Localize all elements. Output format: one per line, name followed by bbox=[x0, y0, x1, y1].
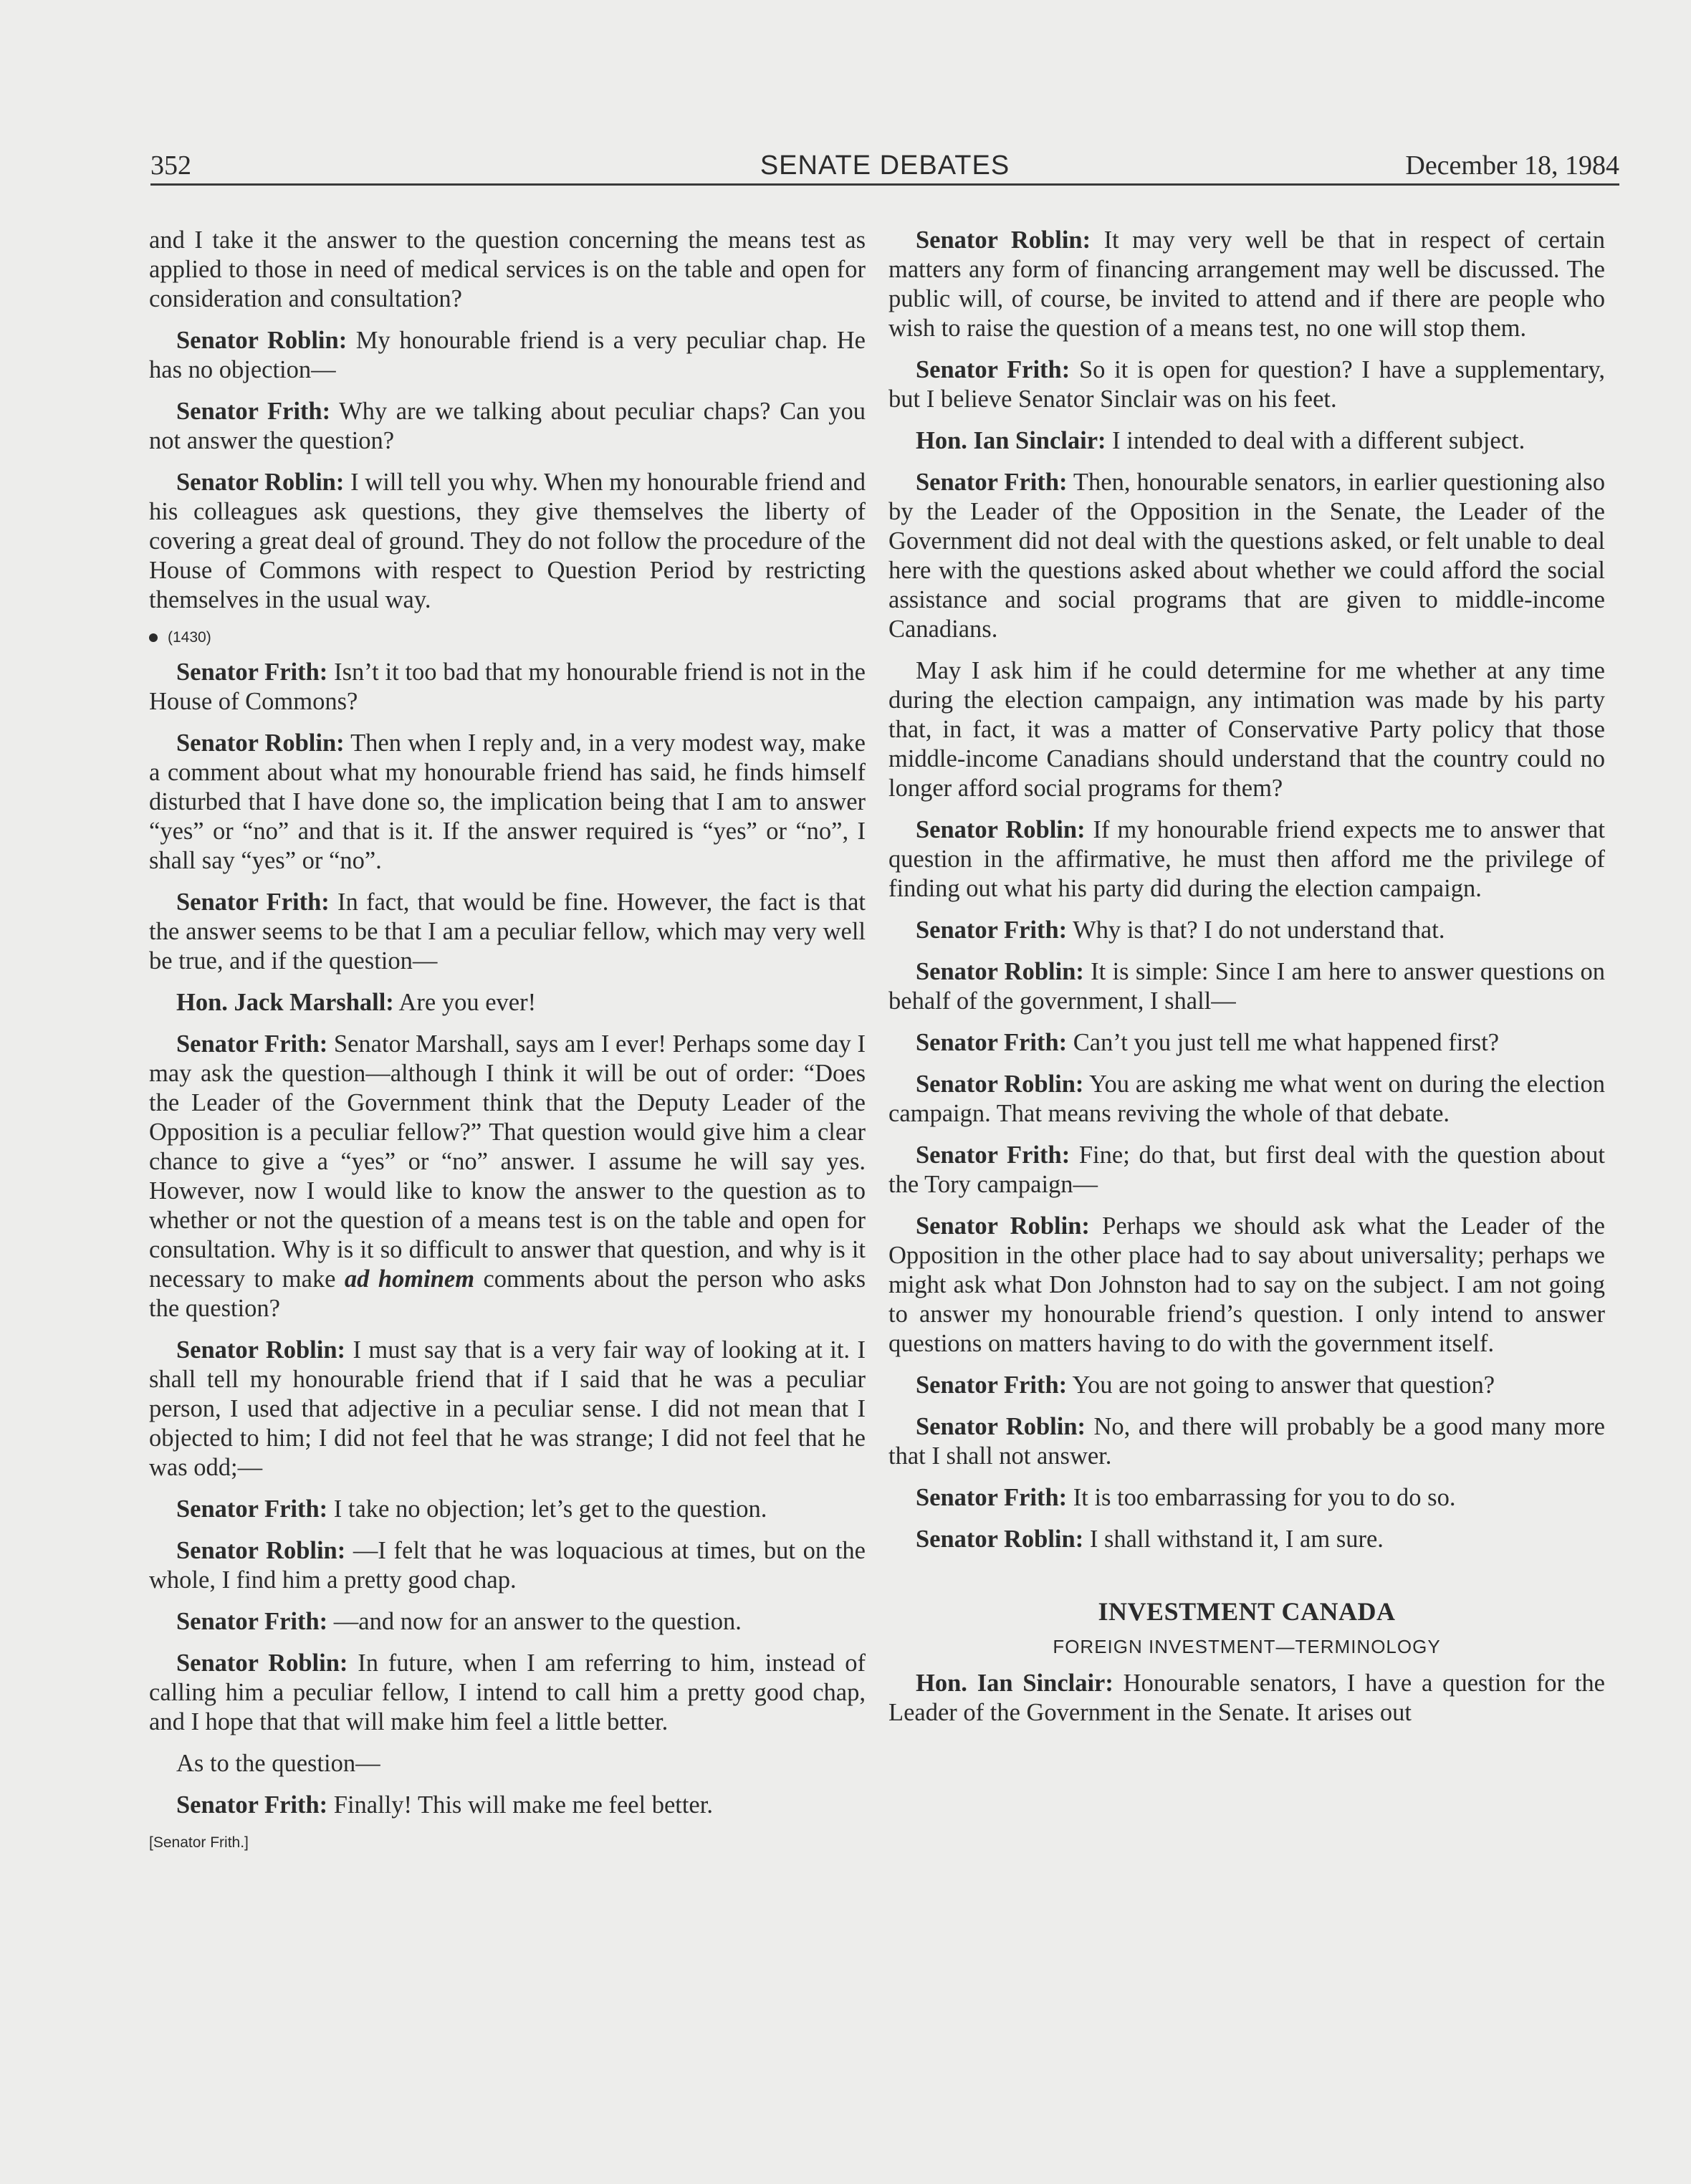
paragraph: Senator Frith: Senator Marshall, says am I ever! Perhaps some day I may ask the question—although I think it will be out of order: “Does the Leader of the Government think that the Deputy Leader of the Opposition is a peculiar fellow?” That question would give him a clear chance to give a “yes” or “no” answer. I assume he will say yes. However, now I would like to know the answer to the question as to whether or not the question of a means test is on the table and open for consultation. Why is it so difficult to answer that question, and why is it necessary to make ad hominem comments about the person who asks the question? bbox=[149, 1030, 866, 1322]
speaker-name: Senator Roblin: bbox=[916, 1071, 1084, 1098]
timestamp-marker: (1430) bbox=[149, 627, 866, 648]
speaker-name: Senator Roblin: bbox=[176, 327, 348, 354]
speaker-name: Senator Frith: bbox=[916, 1484, 1068, 1511]
paragraph: Senator Frith: Why is that? I do not understand that. bbox=[916, 916, 1445, 944]
speaker-name: Senator Frith: bbox=[176, 398, 331, 425]
paragraph: Senator Roblin: It is simple: Since I am here to answer questions on behalf of the government, I shall— bbox=[888, 958, 1605, 1015]
paragraph: Senator Frith: In fact, that would be fine. However, the fact is that the answer seems to be that I am a peculiar fellow, which may very well be true, and if the question— bbox=[149, 889, 866, 974]
paragraph: Hon. Jack Marshall: Are you ever! bbox=[176, 989, 537, 1016]
speaker-name: Senator Frith: bbox=[916, 356, 1070, 383]
speaker-name: Hon. Jack Marshall: bbox=[176, 989, 394, 1016]
paragraph: Senator Frith: —and now for an answer to the question. bbox=[176, 1608, 742, 1635]
paragraph: Senator Frith: Fine; do that, but first deal with the question about the Tory campaign— bbox=[888, 1141, 1605, 1198]
speaker-name: Senator Frith: bbox=[176, 1608, 328, 1635]
right-column bbox=[888, 226, 1605, 1740]
paragraph: Senator Roblin: In future, when I am referring to him, instead of calling him a peculiar fellow, I intend to call him a pretty good chap, and I hope that that will make him feel a little better. bbox=[149, 1649, 866, 1735]
bullet-icon bbox=[149, 633, 158, 642]
speaker-name: Senator Frith: bbox=[916, 469, 1068, 496]
speaker-name: Senator Frith: bbox=[176, 658, 328, 686]
paragraph: Senator Frith: You are not going to answer that question? bbox=[916, 1371, 1495, 1399]
paragraph: Senator Frith: Can’t you just tell me what happened first? bbox=[916, 1029, 1500, 1056]
speaker-name: Senator Roblin: bbox=[916, 1526, 1084, 1553]
speaker-name: Hon. Ian Sinclair: bbox=[916, 427, 1106, 454]
page-date: December 18, 1984 bbox=[1405, 150, 1619, 181]
paragraph: Senator Roblin: My honourable friend is a very peculiar chap. He has no objection— bbox=[149, 327, 866, 383]
speaker-name: Senator Frith: bbox=[176, 1030, 328, 1058]
paragraph: Senator Roblin: You are asking me what went on during the election campaign. That means reviving the whole of that debate. bbox=[888, 1071, 1605, 1127]
paragraph: Senator Roblin: If my honourable friend expects me to answer that question in the affirmative, he must then afford me the privilege of finding out what his party did during the election campaign. bbox=[888, 816, 1605, 902]
running-head bbox=[150, 140, 1619, 186]
paragraph: May I ask him if he could determine for me whether at any time during the election campaign, any intimation was made by his party that, in fact, it was a matter of Conservative Party policy that those middle-income Canadians should understand that the country could no longer afford social programs for them? bbox=[888, 657, 1605, 802]
speaker-reference: [Senator Frith.] bbox=[149, 1834, 249, 1851]
speaker-name: Hon. Ian Sinclair: bbox=[916, 1670, 1113, 1697]
speaker-name: Senator Roblin: bbox=[176, 729, 345, 757]
speaker-name: Senator Frith: bbox=[916, 1141, 1070, 1169]
speaker-name: Senator Roblin: bbox=[176, 1336, 346, 1364]
speaker-name: Senator Roblin: bbox=[916, 1212, 1090, 1240]
paragraph: Senator Frith: Isn’t it too bad that my honourable friend is not in the House of Commons? bbox=[149, 658, 866, 715]
speaker-name: Senator Frith: bbox=[176, 889, 330, 916]
speaker-name: Senator Roblin: bbox=[916, 1413, 1086, 1440]
paragraph: Senator Frith: Why are we talking about peculiar chaps? Can you not answer the question? bbox=[149, 398, 866, 454]
paragraph: Hon. Ian Sinclair: Honourable senators, I have a question for the Leader of the Government in the Senate. It arises out bbox=[888, 1670, 1605, 1726]
speaker-name: Senator Frith: bbox=[916, 1371, 1068, 1399]
paragraph: Hon. Ian Sinclair: I intended to deal with a different subject. bbox=[916, 427, 1525, 454]
paragraph: Senator Roblin: I will tell you why. When my honourable friend and his colleagues ask questions, they give themselves the liberty of covering a great deal of ground. They do not follow the procedure of the House of Commons with respect to Question Period by restricting themselves in the usual way. bbox=[149, 469, 866, 613]
speaker-name: Senator Frith: bbox=[916, 1029, 1068, 1056]
page-number: 352 bbox=[150, 150, 191, 181]
speaker-name: Senator Frith: bbox=[176, 1791, 328, 1819]
paragraph: Senator Frith: Then, honourable senators, in earlier questioning also by the Leader of the Opposition in the Senate, the Leader of the Government did not deal with the questions asked, or felt unable to deal here with the questions asked about whether we could afford the social assistance and social programs that are given to middle-income Canadians. bbox=[888, 469, 1605, 643]
speaker-name: Senator Roblin: bbox=[916, 226, 1091, 254]
section-heading: INVESTMENT CANADA bbox=[1098, 1597, 1396, 1626]
paragraph: Senator Roblin: Perhaps we should ask what the Leader of the Opposition in the other place had to say about universality; perhaps we might ask what Don Johnston had to say on the subject. I am not going to answer my honourable friend’s question. I only intend to answer questions on matters having to do with the government itself. bbox=[888, 1212, 1605, 1357]
paragraph: Senator Roblin: No, and there will probably be a good many more that I shall not answer. bbox=[888, 1413, 1605, 1470]
left-column bbox=[149, 226, 866, 1854]
speaker-name: Senator Roblin: bbox=[916, 958, 1084, 985]
paragraph: Senator Roblin: I must say that is a very fair way of looking at it. I shall tell my honourable friend that if I said that he was a peculiar person, I used that adjective in a peculiar sense. I did not mean that I objected to him; I did not feel that he was strange; I did not feel that he was odd;— bbox=[149, 1336, 866, 1481]
journal-title: SENATE DEBATES bbox=[760, 150, 1010, 181]
paragraph: Senator Roblin: —I felt that he was loquacious at times, but on the whole, I find him a pretty good chap. bbox=[149, 1537, 866, 1594]
speaker-name: Senator Roblin: bbox=[176, 469, 345, 496]
speaker-name: Senator Roblin: bbox=[176, 1537, 346, 1564]
paragraph: Senator Frith: So it is open for question? I have a supplementary, but I believe Senator Sinclair was on his feet. bbox=[888, 356, 1605, 413]
paragraph: Senator Frith: Finally! This will make me feel better. bbox=[176, 1791, 713, 1819]
paragraph: Senator Frith: I take no objection; let’s get to the question. bbox=[176, 1495, 767, 1523]
paragraph: Senator Frith: It is too embarrassing for you to do so. bbox=[916, 1484, 1456, 1511]
speaker-name: Senator Frith: bbox=[176, 1495, 328, 1523]
section-subheading: FOREIGN INVESTMENT—TERMINOLOGY bbox=[1053, 1636, 1441, 1657]
speaker-name: Senator Roblin: bbox=[176, 1649, 348, 1677]
speaker-name: Senator Roblin: bbox=[916, 816, 1086, 843]
paragraph: Senator Roblin: It may very well be that in respect of certain matters any form of financing arrangement may well be discussed. The public will, of course, be invited to attend and if there are people who wish to raise the question of a means test, no one will stop them. bbox=[888, 226, 1605, 342]
paragraph: and I take it the answer to the question concerning the means test as applied to those in need of medical services is on the table and open for consideration and consultation? bbox=[149, 226, 866, 312]
paragraph: Senator Roblin: I shall withstand it, I am sure. bbox=[916, 1526, 1384, 1553]
italic-phrase: ad hominem bbox=[344, 1265, 475, 1293]
speaker-name: Senator Frith: bbox=[916, 916, 1068, 944]
paragraph: Senator Roblin: Then when I reply and, in a very modest way, make a comment about what my honourable friend has said, he finds himself disturbed that I have done so, the implication being that I am to answer “yes” or “no” and that is it. If the answer required is “yes” or “no”, I shall say “yes” or “no”. bbox=[149, 729, 866, 874]
paragraph: As to the question— bbox=[176, 1750, 380, 1777]
